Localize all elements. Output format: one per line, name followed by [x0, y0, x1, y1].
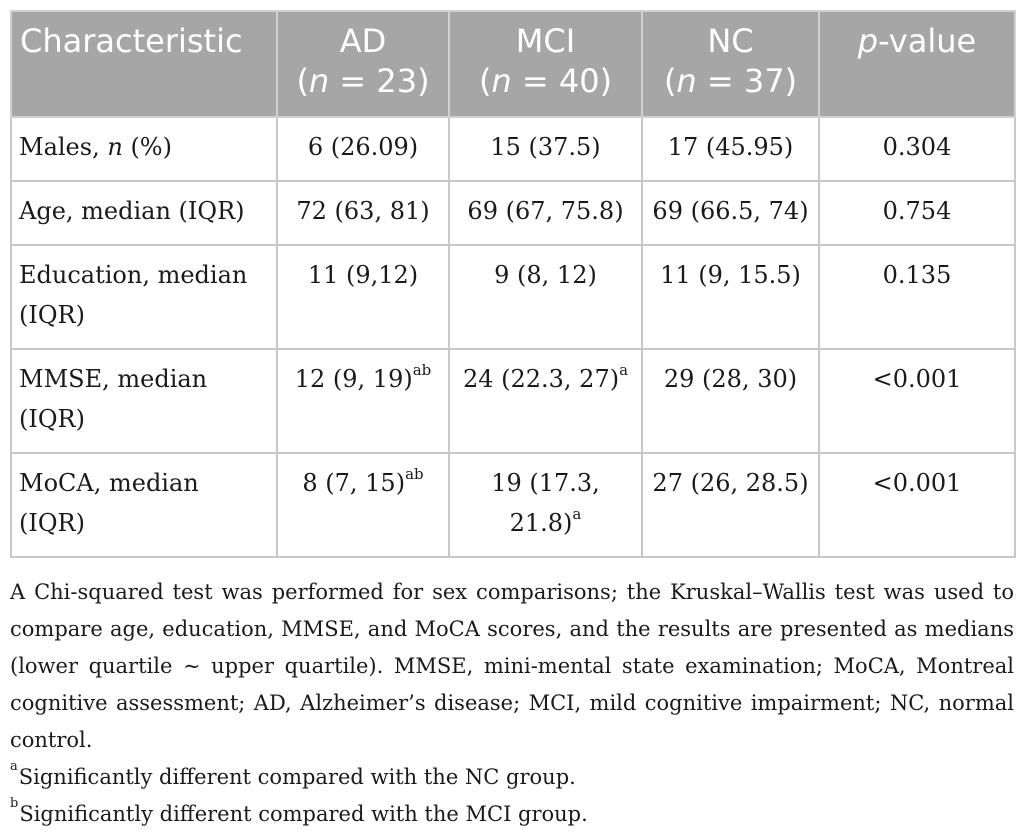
- table-row: [11, 453, 1015, 557]
- table-row: [11, 349, 1015, 453]
- cell-mci: 69 (67, 75.8): [449, 181, 642, 245]
- row-label: Age, median (IQR): [11, 181, 277, 245]
- table-row: [11, 245, 1015, 349]
- table-row: [11, 181, 1015, 245]
- table-row: [11, 117, 1015, 181]
- cell-ad: 8 (7, 15)$^{ab}$: [277, 453, 449, 557]
- cell-p-value: <0.001: [819, 349, 1015, 453]
- cell-mci: 24 (22.3, 27)$^a$: [449, 349, 642, 453]
- cell-ad: 12 (9, 19)$^{ab}$: [277, 349, 449, 453]
- cell-p-value: <0.001: [819, 453, 1015, 557]
- cell-p-value: 0.304: [819, 117, 1015, 181]
- cell-mci: 15 (37.5): [449, 117, 642, 181]
- header-characteristic: Characteristic: [11, 11, 277, 117]
- cell-nc: 11 (9, 15.5): [642, 245, 819, 349]
- cell-p-value: 0.135: [819, 245, 1015, 349]
- header-mci: MCI (n = 40): [449, 11, 642, 117]
- header-nc: NC (n = 37): [642, 11, 819, 117]
- cell-ad: 72 (63, 81): [277, 181, 449, 245]
- cell-p-value: 0.754: [819, 181, 1015, 245]
- row-label: MMSE, median (IQR): [11, 349, 277, 453]
- cell-ad: 11 (9,12): [277, 245, 449, 349]
- cell-nc: 69 (66.5, 74): [642, 181, 819, 245]
- row-label: Education, median (IQR): [11, 245, 277, 349]
- footnote-b: $^b$Significantly different compared with the MCI group.: [10, 796, 588, 826]
- footnote-main: A Chi-squared test was performed for sex comparisons; the Kruskal–Wallis test was used to compare age, education, MMSE, and MoCA scores, and the results are presented as medians (lower quartile ∼ upper quartile). MMSE, mini-mental state examination; MoCA, Montreal cognitive assessment; AD, Alzheimer’s disease; MCI, mild cognitive impairment; NC, normal control.: [10, 580, 1014, 752]
- cell-mci: 9 (8, 12): [449, 245, 642, 349]
- cell-nc: 27 (26, 28.5): [642, 453, 819, 557]
- table-container: [10, 10, 1014, 833]
- table-header-row: [11, 11, 1015, 117]
- cell-ad: 6 (26.09): [277, 117, 449, 181]
- table-footnotes: [10, 574, 1014, 833]
- characteristics-table: [10, 10, 1016, 558]
- cell-nc: 17 (45.95): [642, 117, 819, 181]
- row-label: MoCA, median (IQR): [11, 453, 277, 557]
- cell-nc: 29 (28, 30): [642, 349, 819, 453]
- cell-mci: 19 (17.3, 21.8)$^a$: [449, 453, 642, 557]
- header-ad: AD (n = 23): [277, 11, 449, 117]
- row-label: Males, n (%): [11, 117, 277, 181]
- footnote-a: $^a$Significantly different compared with the NC group.: [10, 759, 576, 789]
- header-p-value: p-value: [819, 11, 1015, 117]
